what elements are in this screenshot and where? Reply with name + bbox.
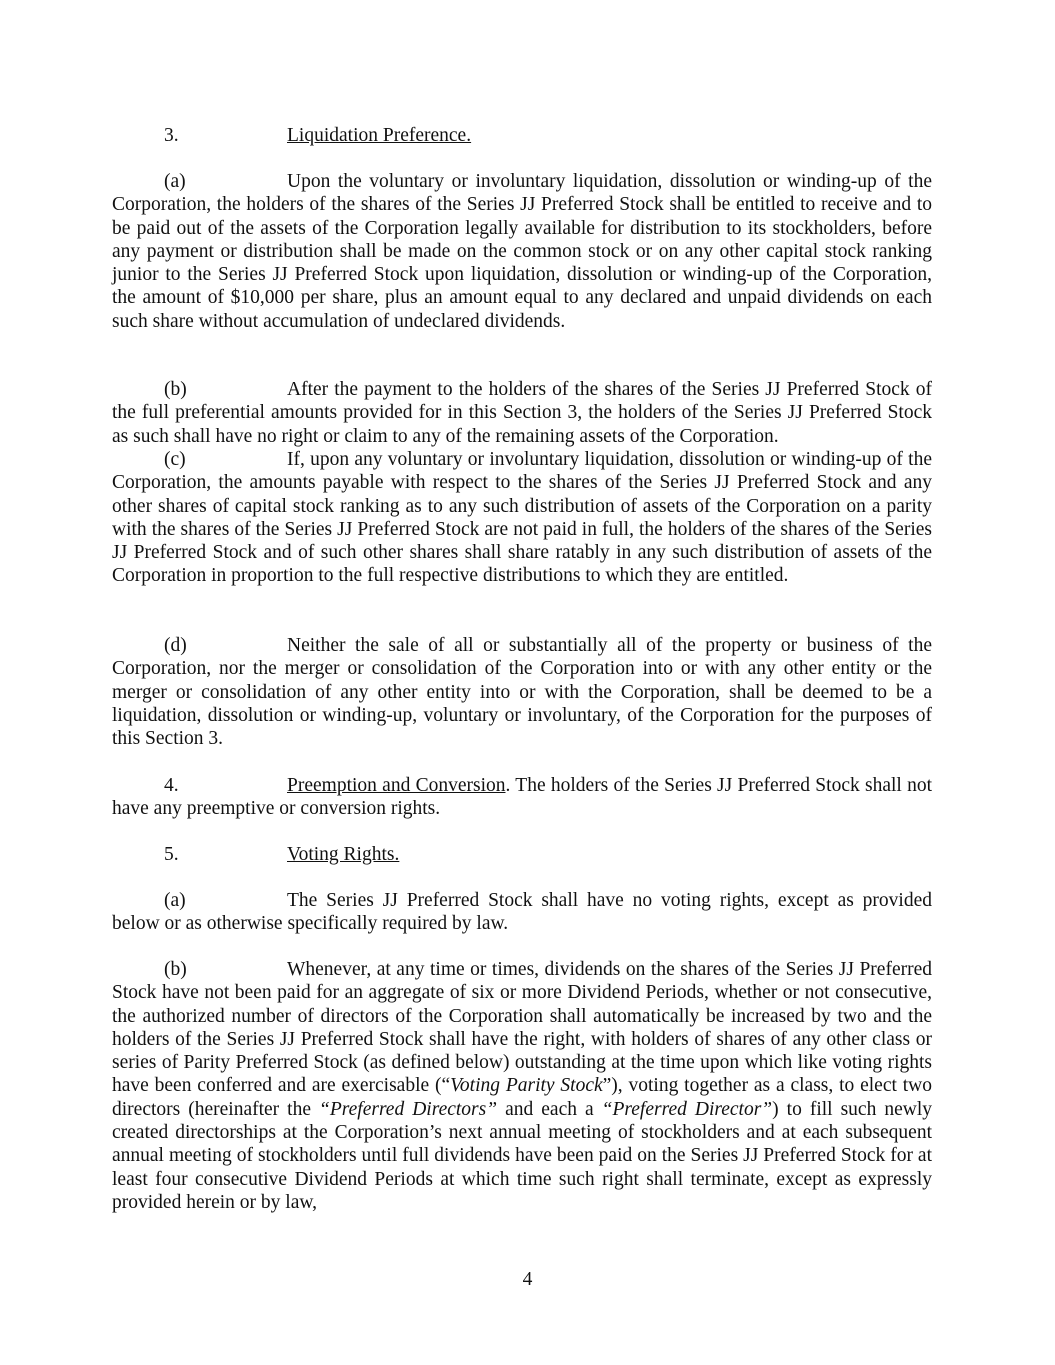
paragraph-text: and each a <box>497 1098 602 1120</box>
paragraph-label: (d) <box>164 635 187 656</box>
defined-term-preferred-directors: “Preferred Directors” <box>319 1098 498 1120</box>
paragraph-3a <box>112 170 932 333</box>
paragraph-text: ”), voting together as a class, to elect two directors (hereinafter the <box>112 1075 932 1120</box>
paragraph-text: Upon the voluntary or involuntary liquidation, dissolution or winding-up of the Corporation, the holders of the shares of the Series JJ Preferred Stock shall be entitled to receive and to be paid out of the assets of the Corporation legally available for distribution to its stockholders, before any payment or distribution shall be made on the common stock or on any other capital stock ranking junior to the Series JJ Preferred Stock upon liquidation, dissolution or winding-up of the Corporation, the amount of $10,000 per share, plus an amount equal to any declared and unpaid dividends on each such share without accumulation of undeclared dividends. <box>112 171 932 332</box>
defined-term-preferred-director: “Preferred Director” <box>601 1098 773 1120</box>
section-number: 4. <box>164 775 179 796</box>
paragraph-text: If, upon any voluntary or involuntary liquidation, dissolution or winding-up of the Corporation, the amounts payable with respect to the shares of the Series JJ Preferred Stock and any other shares of capital stock ranking as to any such distribution of assets of the Corporation on a parity with the shares of the Series JJ Preferred Stock are not paid in full, the holders of the shares of the Series JJ Preferred Stock and of such other shares shall share ratably in any such distribution of assets of the Corporation in proportion to the full respective distributions to which they are entitled. <box>112 449 932 587</box>
paragraph-3b <box>112 378 932 448</box>
paragraph-text: After the payment to the holders of the shares of the Series JJ Preferred Stock of the full preferential amounts provided for in this Section 3, the holders of the Series JJ Preferred Stock as such shall have no right or claim to any of the remaining assets of the Corporation. <box>112 379 932 447</box>
section-title: Voting Rights. <box>287 844 400 865</box>
section-title: Liquidation Preference. <box>287 125 472 146</box>
page-number: 4 <box>522 1269 533 1290</box>
paragraph-3d <box>112 634 932 750</box>
section-number: 3. <box>164 125 179 146</box>
paragraph-label: (b) <box>164 959 187 980</box>
defined-term-voting-parity-stock: Voting Parity Stock <box>450 1075 603 1097</box>
paragraph-5b <box>112 958 932 1214</box>
section-3-heading <box>112 124 984 147</box>
section-title: Preemption and Conversion <box>287 775 506 796</box>
paragraph-text: Whenever, at any time or times, dividends on the shares of the Series JJ Preferred Stock have not been paid for an aggregate of six or more Dividend Periods, whether or not consecutive, the authorized number of directors of the Corporation shall automatically be increased by two and the holders of the Series JJ Preferred Stock shall have the right, with holders of shares of any other class or series of Parity Preferred Stock (as defined below) outstanding at the time upon which like voting rights have been conferred and are exercisable (“ <box>112 959 932 1097</box>
section-5-heading <box>112 843 984 866</box>
paragraph-label: (a) <box>164 171 186 192</box>
paragraph-label: (a) <box>164 890 186 911</box>
paragraph-text: ) to fill such newly created directorships at the Corporation’s next annual meeting of stockholders and at each subsequent annual meeting of stockholders until full dividends have been paid on the Series JJ Preferred Stock for at least four consecutive Dividend Periods at which time such right shall terminate, except as expressly provided herein or by law, <box>112 1098 932 1213</box>
section-number: 5. <box>164 844 179 865</box>
paragraph-3c <box>112 448 932 588</box>
paragraph-text: The Series JJ Preferred Stock shall have no voting rights, except as provided below or as otherwise specifically required by law. <box>112 890 932 935</box>
section-text: . The holders of the Series JJ Preferred Stock shall not have any preemptive or conversion rights. <box>112 775 932 820</box>
paragraph-text: Neither the sale of all or substantially all of the property or business of the Corporation, nor the merger or consolidation of the Corporation into or with any other entity or the merger or consolidation of any other entity into or with the Corporation, shall be deemed to be a liquidation, dissolution or winding-up, voluntary or involuntary, of the Corporation for the purposes of this Section 3. <box>112 635 932 750</box>
paragraph-5a <box>112 889 932 936</box>
paragraph-label: (c) <box>164 449 186 470</box>
section-4 <box>112 774 932 821</box>
paragraph-label: (b) <box>164 379 187 400</box>
